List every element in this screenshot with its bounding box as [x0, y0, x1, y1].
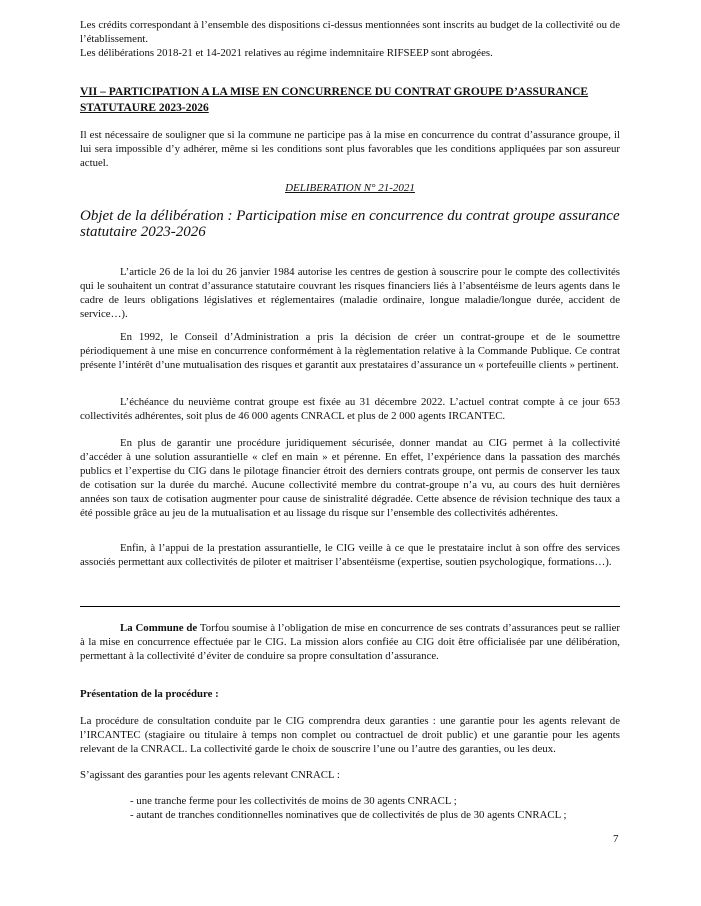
body-paragraph-1: L’article 26 de la loi du 26 janvier 1984 autorise les centres de gestion à souscrire pour le compte des collectivités qui le souhaitent un contrat d’assurance statutaire couvrant les risques financiers liés à l’absentéisme de leurs agents dans le cadre de leurs obligations législatives et réglementaires (maladie ordinaire, longue maladie/longue durée, accident de service…).	[80, 266, 620, 320]
body-paragraph-5: Enfin, à l’appui de la prestation assurantielle, le CIG veille à ce que le prestataire inclut à son offre des services associés permettant aux collectivités de piloter et maitriser l’absentéisme (expertise, soutien psychologique, formations…).	[80, 542, 620, 568]
commune-text: Torfou soumise à l’obligation de mise en concurrence de ses contrats d’assurances peut se rallier à la mise en concurrence effectuée par le CIG. La mission alors confiée au CIG doit être officialisée par une délibération, permettant à la collectivité d’éviter de conduire sa propre consultation d’assurance.	[80, 622, 621, 662]
commune-bold-label: La Commune de	[120, 622, 198, 634]
body-paragraph-4: En plus de garantir une procédure juridiquement sécurisée, donner mandat au CIG permet à la collectivité d’accéder à une solution assurantielle « clef en main » et pérenne. En effet, l’expérience dans la passation des marchés publics et l’expertise du CIG dans le pilotage financier étroit des derniers contrats groupe, ont permis de conserver les taux de cotisation sur la durée du marché. Aucune collectivité membre du contrat-groupe n’a vu, au cours des huit dernières années son taux de cotisation augmenter pour cause de sinistralité dégradée. Cette absence de révision technique des taux a été possible grâce au jeu de la mutualisation et au lissage du risque sur l’ensemble des collectivités adhérentes.	[80, 437, 620, 519]
deliberation-number: DELIBERATION N° 21-2021	[285, 182, 415, 194]
list-item: - autant de tranches conditionnelles nominatives que de collectivités de plus de 30 agents CNRACL ;	[130, 809, 567, 821]
section-title: VII – PARTICIPATION A LA MISE EN CONCURRENCE DU CONTRAT GROUPE D’ASSURANCE STATUTAURE 2023-2026	[80, 86, 589, 114]
intro-abrogation-text: Les délibérations 2018-21 et 14-2021 relatives au régime indemnitaire RIFSEEP sont abrogées.	[80, 47, 493, 59]
procedure-heading: Présentation de la procédure :	[80, 688, 219, 700]
procedure-paragraph: La procédure de consultation conduite par le CIG comprendra deux garanties : une garantie pour les agents relevant de l’IRCANTEC (stagiaire ou titulaire à temps non complet ou contractuel de droit public) et une garantie pour les agents relevant de la CNRACL. La collectivité garde le choix de souscrire l’une ou l’autre des garanties, ou les deux.	[80, 715, 620, 755]
procedure-cnracl-intro: S’agissant des garanties pour les agents relevant CNRACL :	[80, 769, 340, 781]
deliberation-objet: Objet de la délibération : Participation mise en concurrence du contrat groupe assurance statutaire 2023-2026	[80, 208, 620, 240]
body-paragraph-2: En 1992, le Conseil d’Administration a pris la décision de créer un contrat-groupe et de le soumettre périodiquement à une mise en concurrence conformément à la règlementation relative à la Commande Publique. Ce contrat présente l’intérêt d’une mutualisation des risques et garantit aux prestataires d’assurance un « portefeuille clients » pertinent.	[80, 331, 620, 371]
procedure-list	[130, 794, 620, 822]
list-item: - une tranche ferme pour les collectivités de moins de 30 agents CNRACL ;	[130, 795, 457, 807]
intro-credits-text: Les crédits correspondant à l’ensemble des dispositions ci-dessus mentionnées sont inscrits au budget de la collectivité ou de l’établissement.	[80, 19, 620, 45]
separator-line	[80, 606, 620, 607]
page-number: 7	[613, 833, 619, 845]
commune-paragraph	[80, 621, 620, 663]
body-paragraph-3: L’échéance du neuvième contrat groupe est fixée au 31 décembre 2022. L’actuel contrat compte à ce jour 653 collectivités adhérentes, soit plus de 46 000 agents CNRACL et plus de 2 000 agents IRCANTEC.	[80, 396, 620, 422]
section-paragraph: Il est nécessaire de souligner que si la commune ne participe pas à la mise en concurrence du contrat d’assurance groupe, il lui sera impossible d’y adhérer, même si les conditions sont plus favorables que les conditions appliquées par son assureur actuel.	[80, 129, 620, 169]
